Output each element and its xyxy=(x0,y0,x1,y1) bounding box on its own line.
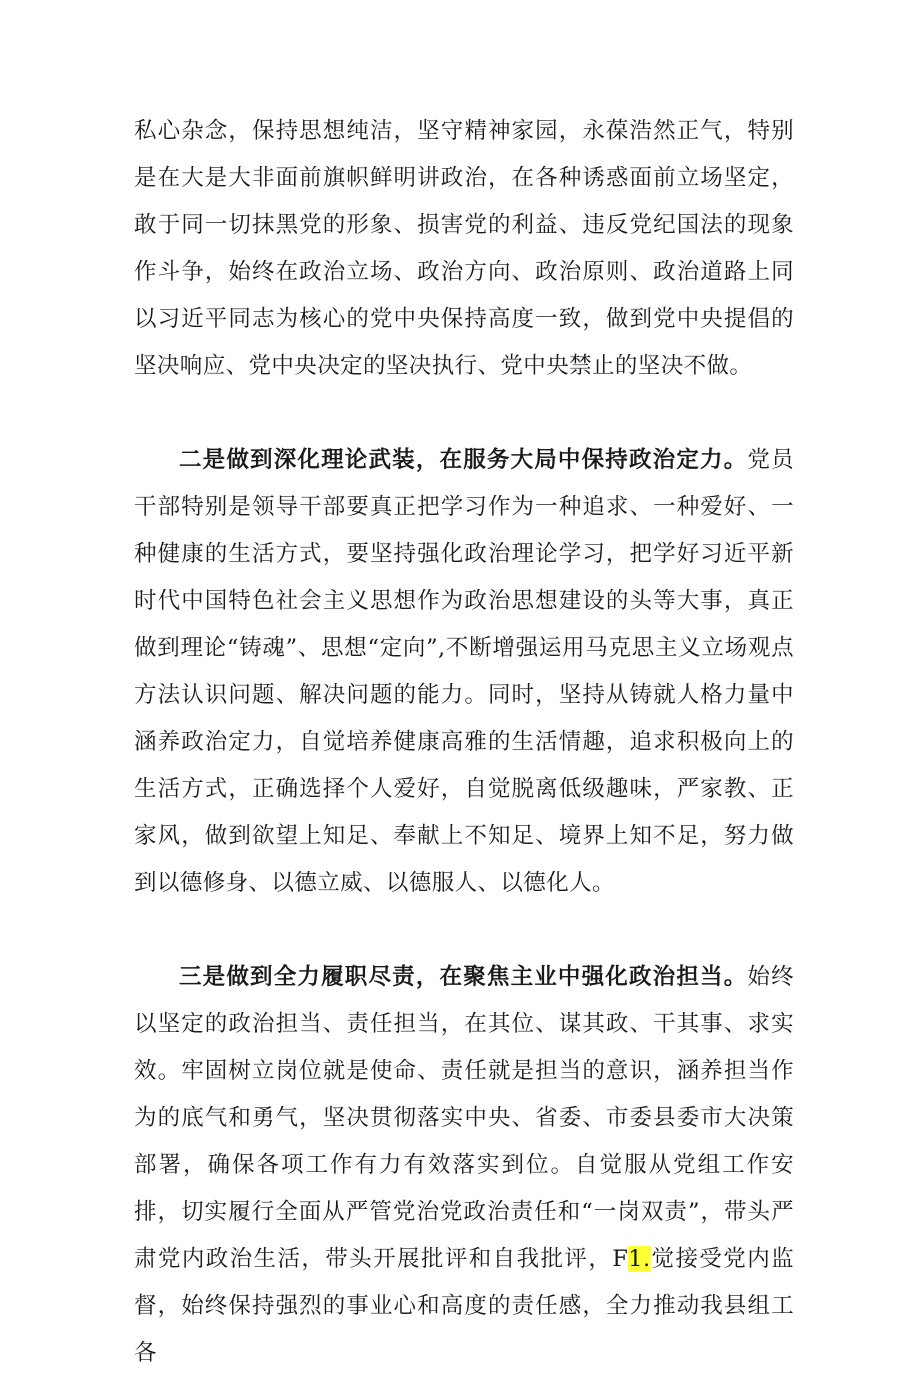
paragraph-point-two xyxy=(134,437,794,907)
paragraph-text: 党员干部特别是领导干部要真正把学习作为一种追求、一种爱好、一种健康的生活方式，要坚持强化政治理论学习，把学好习近平新时代中国特色社会主义思想作为政治思想建设的头等大事，真正做到理论“铸魂”、思想“定向”,不断增强运用马克思主义立场观点方法认识问题、解决问题的能力。同时，坚持从铸就人格力量中涵养政治定力，自觉培养健康高雅的生活情趣，追求积极向上的生活方式，正确选择个人爱好，自觉脱离低级趣味，严家教、正家风，做到欲望上知足、奉献上不知足、境界上知不足，努力做到以德修身、以德立威、以德服人、以德化人。 xyxy=(134,447,794,896)
paragraph-point-three xyxy=(134,954,794,1377)
paragraph-text: 私心杂念，保持思想纯洁，坚守精神家园，永葆浩然正气，特别是在大是大非面前旗帜鲜明讲政治，在各种诱惑面前立场坚定，敢于同一切抹黑党的形象、损害党的利益、违反党纪国法的现象作斗争，始终在政治立场、政治方向、政治原则、政治道路上同以习近平同志为核心的党中央保持高度一致，做到党中央提倡的坚决响应、党中央决定的坚决执行、党中央禁止的坚决不做。 xyxy=(134,118,794,379)
document-body xyxy=(134,108,794,1377)
highlighted-text: 1. xyxy=(628,1246,651,1272)
paragraph-text-continued: 觉接受党内监督，始终保持强烈的事业心和高度的责任感，全力推动我县组工各 xyxy=(134,1246,795,1366)
paragraph-text: 始终以坚定的政治担当、责任担当，在其位、谋其政、干其事、求实效。牢固树立岗位就是使命、责任就是担当的意识，涵养担当作为的底气和勇气，坚决贯彻落实中央、省委、市委县委市大决策部署，确保各项工作有力有效落实到位。自觉服从党组工作安排，切实履行全面从严管党治党政治责任和“一岗双责”，带头严肃党内政治生活，带头开展批评和自我批评，F xyxy=(134,964,794,1272)
paragraph-continuation xyxy=(134,108,794,390)
paragraph-gap xyxy=(134,390,794,437)
paragraph-heading: 三是做到全力履职尽责，在聚焦主业中强化政治担当。 xyxy=(179,964,748,990)
paragraph-heading: 二是做到深化理论武装，在服务大局中保持政治定力。 xyxy=(179,447,748,473)
paragraph-gap xyxy=(134,907,794,954)
